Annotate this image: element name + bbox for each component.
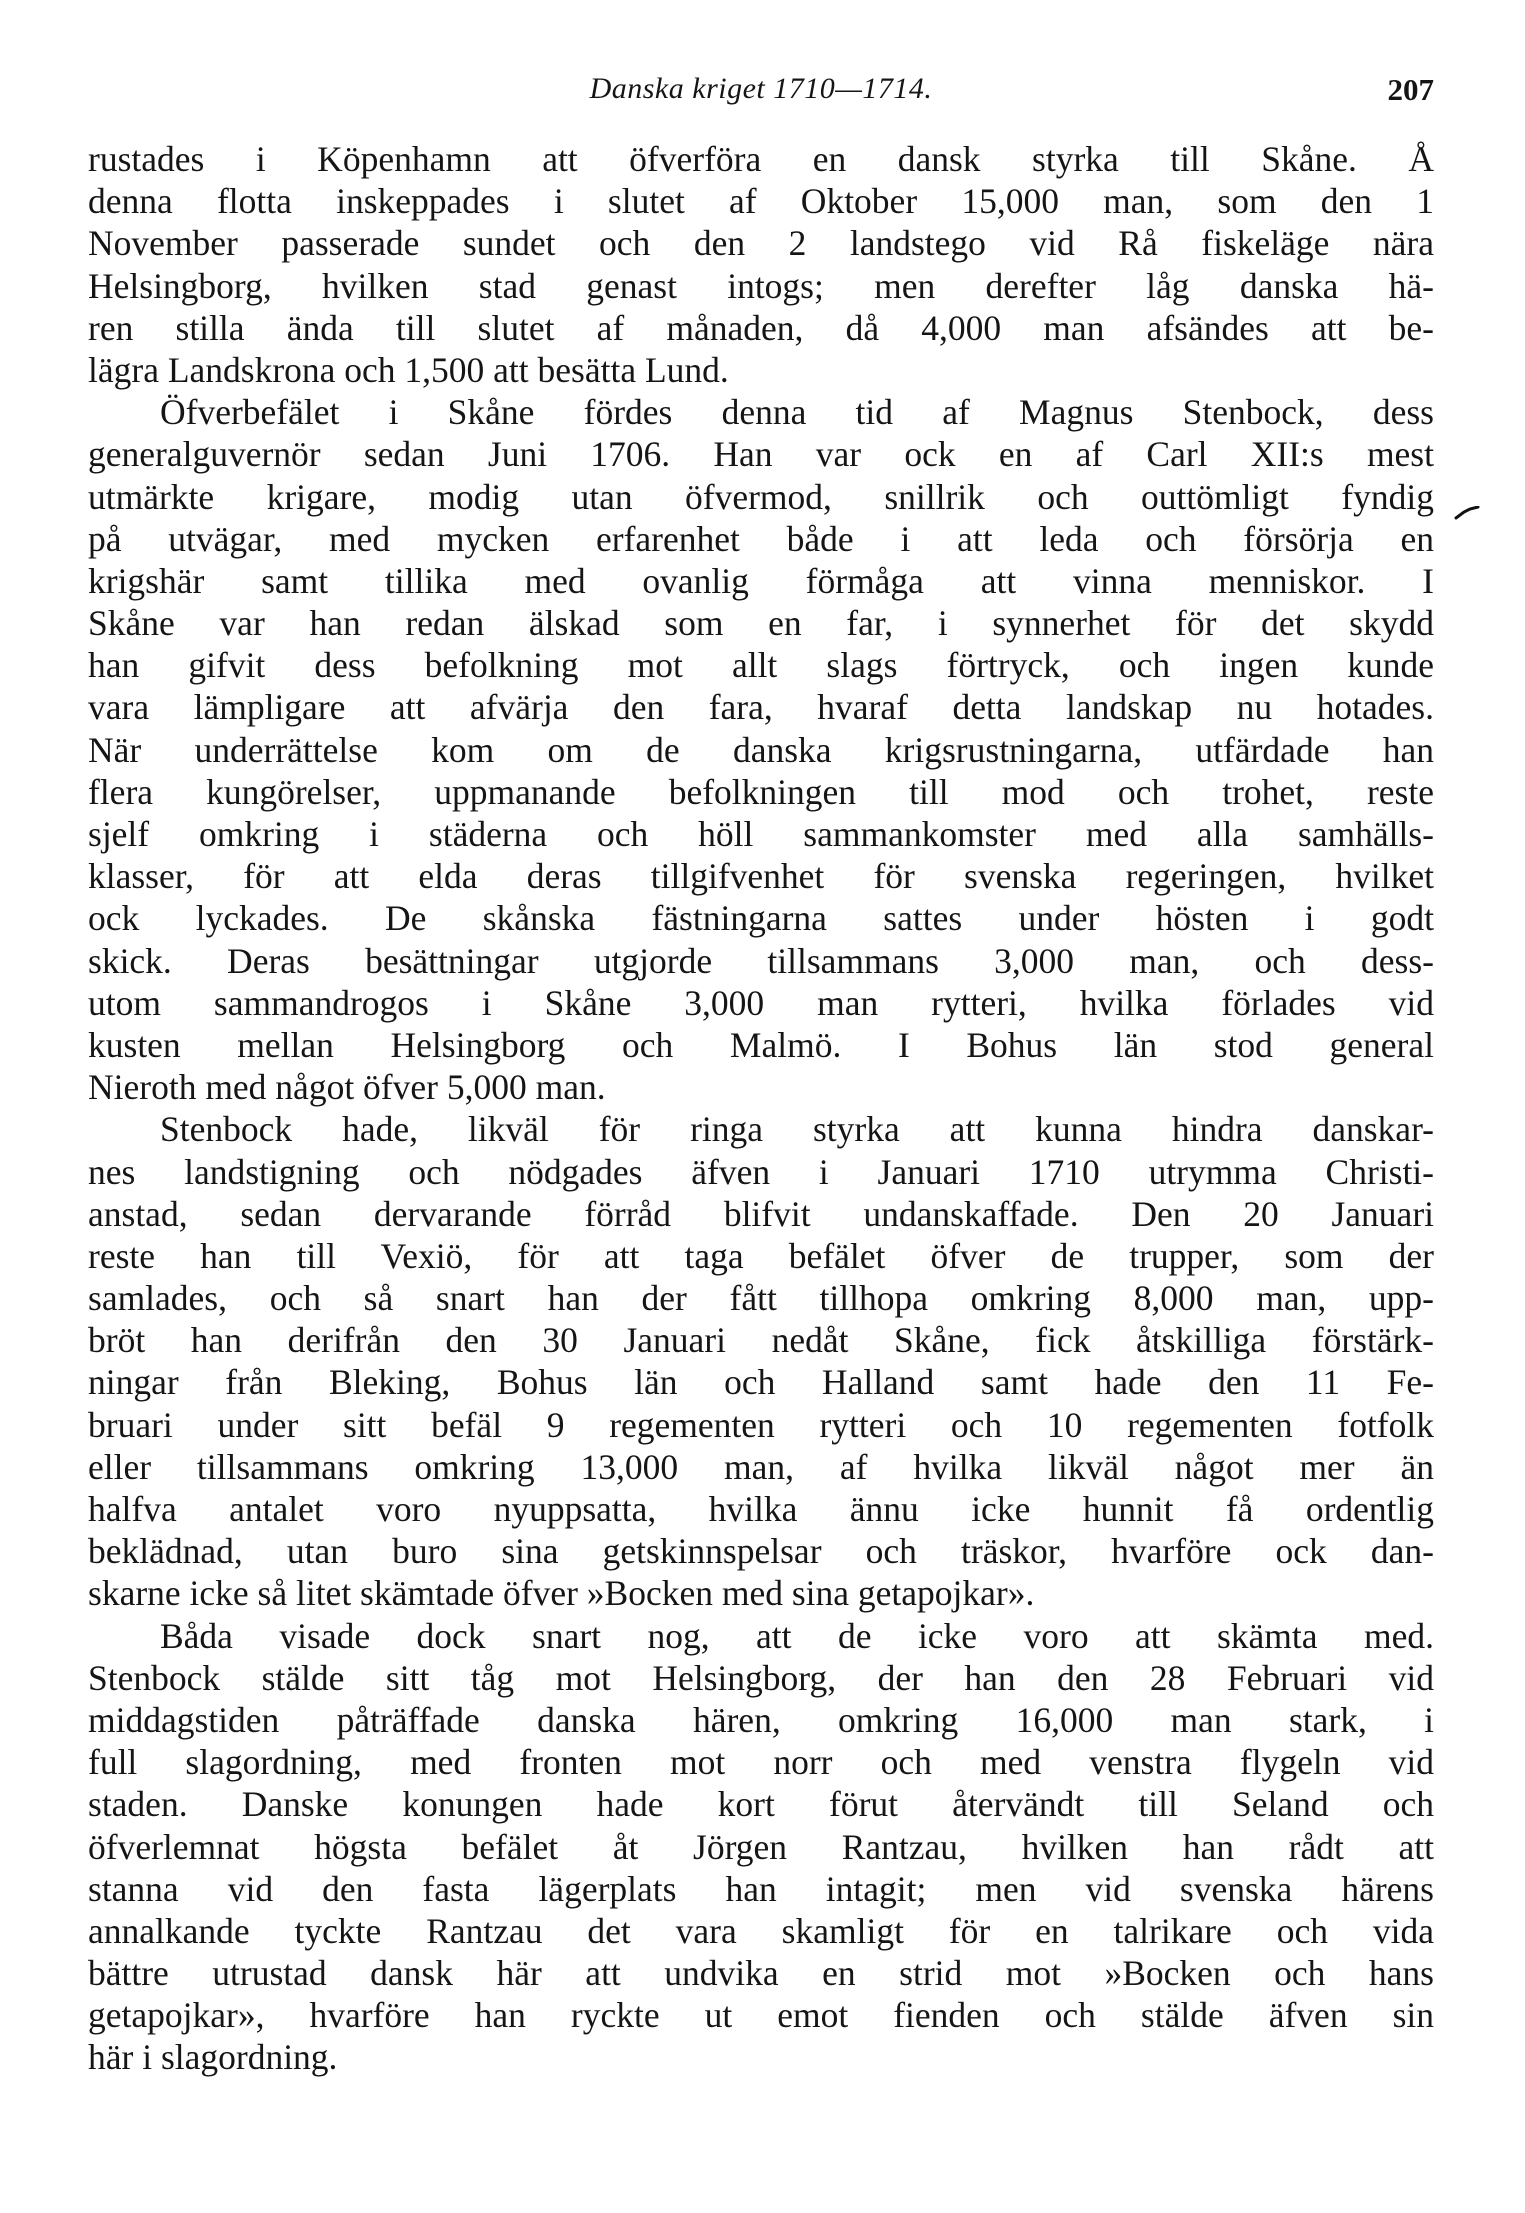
text-line: flera kungörelser, uppmanande befolkningen till mod och trohet, reste (88, 771, 1434, 812)
text-line: utom sammandrogos i Skåne 3,000 man rytteri, hvilka förlades vid (88, 982, 1434, 1023)
text-line: skarne icke så litet skämtade öfver »Bocken med sina getapojkar». (88, 1573, 1035, 1614)
text-line: ock lyckades. De skånska fästningarna sattes under hösten i godt (88, 898, 1434, 939)
text-line: Öfverbefälet i Skåne fördes denna tid af Magnus Stenbock, dess (160, 392, 1434, 433)
text-line: När underrättelse kom om de danska krigsrustningarna, utfärdade han (88, 729, 1434, 770)
margin-pencil-mark (1454, 506, 1480, 520)
text-line: beklädnad, utan buro sina getskinnspelsar och träskor, hvarföre ock dan- (88, 1531, 1434, 1572)
text-line: eller tillsammans omkring 13,000 man, af hvilka likväl något mer än (88, 1446, 1434, 1487)
text-line: på utvägar, med mycken erfarenhet både i att leda och försörja en (88, 518, 1434, 559)
text-line: här i slagordning. (88, 2037, 338, 2078)
text-line: Skåne var han redan älskad som en far, i synnerhet för det skydd (88, 603, 1434, 644)
text-line: klasser, för att elda deras tillgifvenhet för svenska regeringen, hvilket (88, 856, 1434, 897)
text-line: öfverlemnat högsta befälet åt Jörgen Rantzau, hvilken han rådt att (88, 1826, 1434, 1867)
text-line: full slagordning, med fronten mot norr och med venstra flygeln vid (88, 1742, 1434, 1783)
text-line: staden. Danske konungen hade kort förut återvändt till Seland och (88, 1784, 1434, 1825)
text-line: rustades i Köpenhamn att öfverföra en dansk styrka till Skåne. Å (88, 139, 1434, 179)
text-line: bättre utrustad dansk här att undvika en strid mot »Bocken och hans (88, 1953, 1434, 1994)
text-line: getapojkar», hvarföre han ryckte ut emot fienden och stälde äfven sin (88, 1995, 1434, 2036)
text-line: krigshär samt tillika med ovanlig förmåga att vinna menniskor. I (88, 560, 1434, 601)
text-line: lägra Landskrona och 1,500 att besätta Lund. (88, 349, 729, 390)
text-line: ningar från Bleking, Bohus län och Halland samt hade den 11 Fe- (88, 1362, 1434, 1403)
page-header (88, 72, 1434, 118)
text-line: Stenbock stälde sitt tåg mot Helsingborg, der han den 28 Februari vid (88, 1657, 1434, 1698)
text-line: bruari under sitt befäl 9 regementen rytteri och 10 regementen fotfolk (88, 1404, 1434, 1445)
text-line: kusten mellan Helsingborg och Malmö. I Bohus län stod general (88, 1024, 1434, 1065)
text-line: Nieroth med något öfver 5,000 man. (88, 1067, 606, 1108)
text-line: stanna vid den fasta lägerplats han intagit; men vid svenska härens (88, 1868, 1434, 1909)
text-line: annalkande tyckte Rantzau det vara skamligt för en talrikare och vida (88, 1910, 1434, 1951)
text-line: samlades, och så snart han der fått tillhopa omkring 8,000 man, upp- (88, 1278, 1434, 1319)
text-line: vara lämpligare att afvärja den fara, hvaraf detta landskap nu hotades. (88, 687, 1434, 728)
text-line: Helsingborg, hvilken stad genast intogs; men derefter låg danska hä- (88, 265, 1434, 306)
text-line: han gifvit dess befolkning mot allt slags förtryck, och ingen kunde (88, 645, 1434, 686)
text-line: middagstiden påträffade danska hären, omkring 16,000 man stark, i (88, 1699, 1434, 1740)
text-line: reste han till Vexiö, för att taga befälet öfver de trupper, som der (88, 1235, 1434, 1276)
text-line: utmärkte krigare, modig utan öfvermod, snillrik och outtömligt fyndig (88, 476, 1434, 517)
text-line: anstad, sedan dervarande förråd blifvit undanskaffade. Den 20 Januari (88, 1193, 1434, 1234)
text-line: ren stilla ända till slutet af månaden, då 4,000 man afsändes att be- (88, 307, 1434, 348)
running-title: Danska kriget 1710—1714. (589, 72, 933, 105)
text-line: generalguvernör sedan Juni 1706. Han var ock en af Carl XII:s mest (88, 434, 1434, 475)
text-line: halfva antalet voro nyuppsatta, hvilka ännu icke hunnit få ordentlig (88, 1489, 1434, 1529)
text-line: nes landstigning och nödgades äfven i Januari 1710 utrymma Christi- (88, 1151, 1434, 1192)
text-line: Båda visade dock snart nog, att de icke voro att skämta med. (160, 1615, 1434, 1656)
text-line: Stenbock hade, likväl för ringa styrka att kunna hindra danskar- (160, 1109, 1434, 1150)
text-line: denna flotta inskeppades i slutet af Oktober 15,000 man, som den 1 (88, 181, 1434, 222)
text-line: sjelf omkring i städerna och höll sammankomster med alla samhälls- (88, 814, 1434, 854)
text-line: November passerade sundet och den 2 landstego vid Rå fiskeläge nära (88, 223, 1434, 264)
text-line: bröt han derifrån den 30 Januari nedåt Skåne, fick åtskilliga förstärk- (88, 1320, 1434, 1361)
page-number: 207 (1387, 72, 1434, 107)
text-line: skick. Deras besättningar utgjorde tillsammans 3,000 man, och dess- (88, 940, 1434, 981)
body-text (88, 138, 1434, 2079)
